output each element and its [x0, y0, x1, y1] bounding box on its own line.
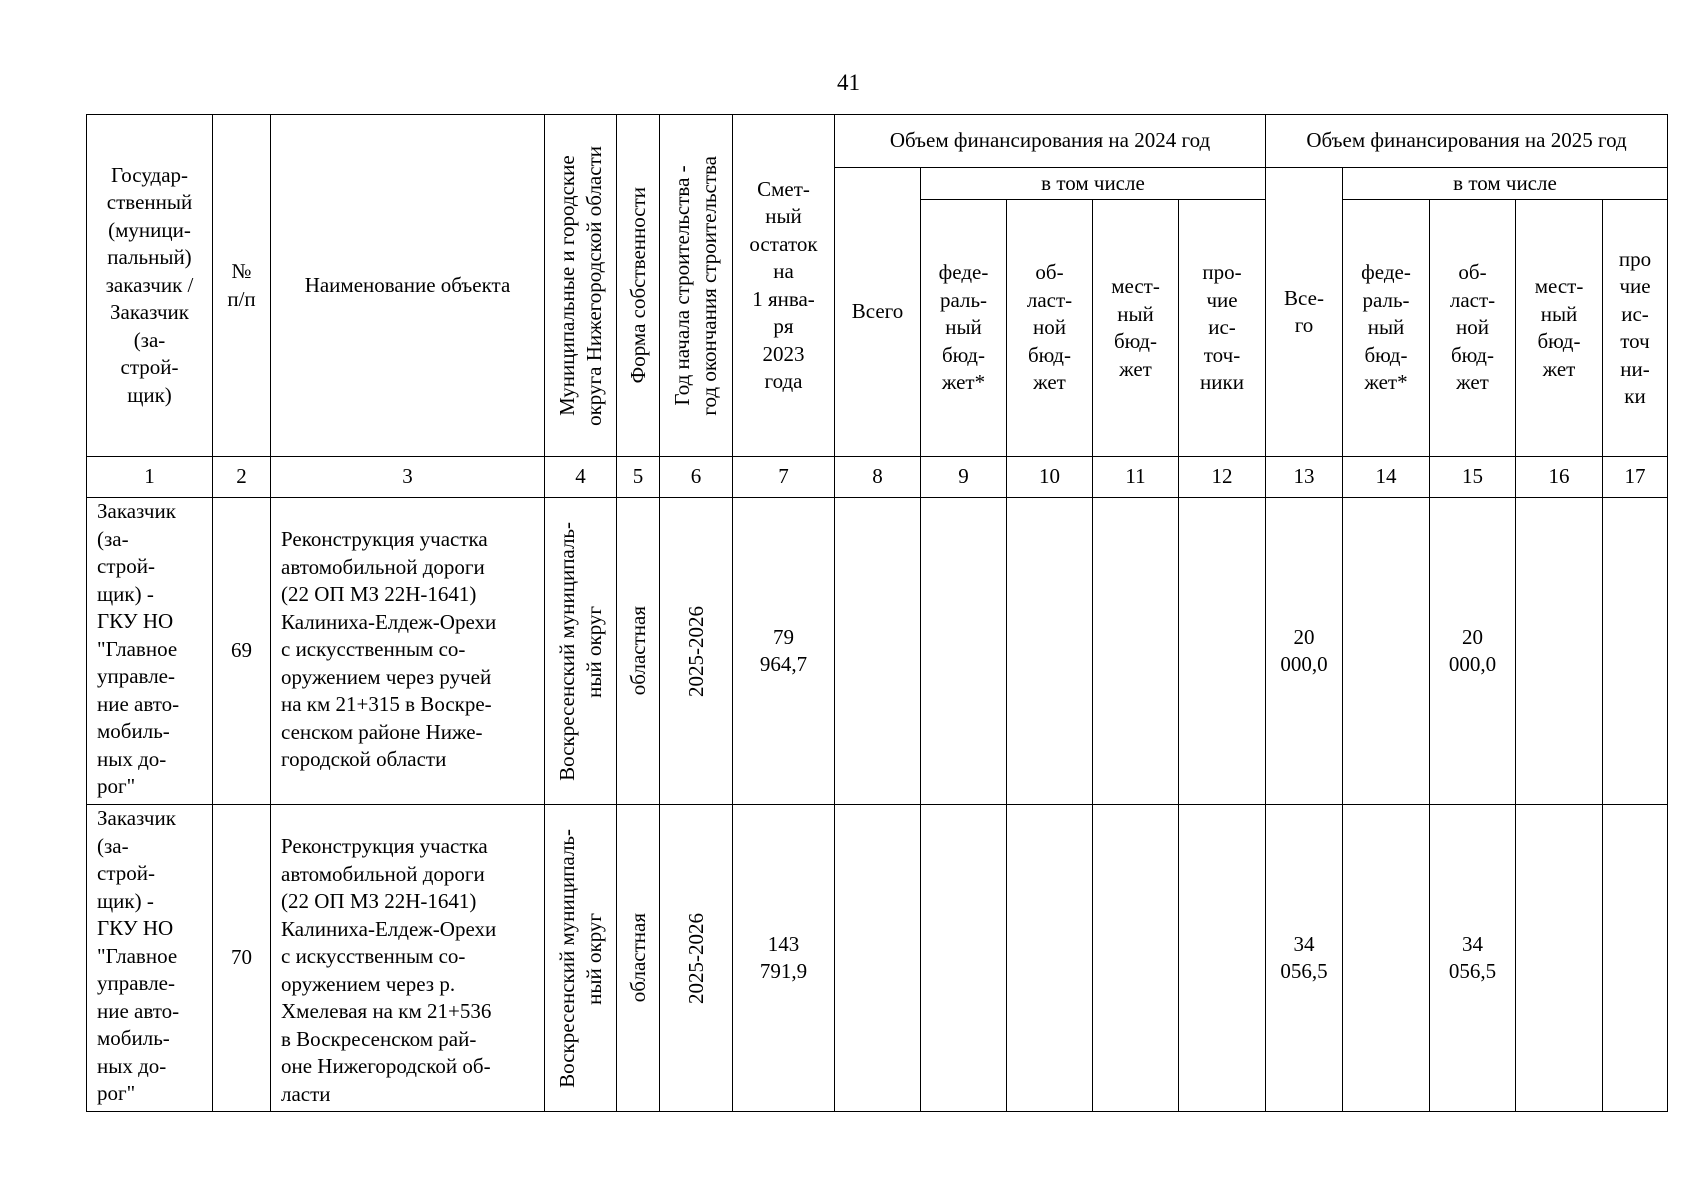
col-number: 5: [617, 457, 660, 498]
other-2024-cell: [1179, 805, 1266, 1112]
col-number: 4: [545, 457, 617, 498]
header-fin-2025: Объем финансирования на 2025 год: [1266, 115, 1668, 168]
header-other-2024: про- чие ис- точ- ники: [1179, 200, 1266, 457]
col-number: 1: [87, 457, 213, 498]
other-2024-cell: [1179, 498, 1266, 805]
header-federal-2024: феде- раль- ный бюд- жет*: [921, 200, 1007, 457]
total-2025-cell: 34 056,5: [1266, 805, 1343, 1112]
col-number: 13: [1266, 457, 1343, 498]
header-local-2025: мест- ный бюд- жет: [1516, 200, 1603, 457]
header-other-2025: про чие ис- точ ни- ки: [1603, 200, 1668, 457]
customer-cell: Заказчик (за- строй- щик) - ГКУ НО "Главное управле- ние авто- мобиль- ных до- рог": [87, 498, 213, 805]
col-number: 17: [1603, 457, 1668, 498]
header-total-2024: Всего: [835, 168, 921, 457]
local-2024-cell: [1093, 498, 1179, 805]
municipality-cell: Воскресенский муниципаль- ный округ: [545, 498, 617, 805]
regional-2025-cell: 34 056,5: [1430, 805, 1516, 1112]
local-2025-cell: [1516, 805, 1603, 1112]
object-cell: Реконструкция участка автомобильной дороги (22 ОП МЗ 22Н-1641) Калиниха-Елдеж-Орехи с искусственным со- оружением через р. Хмелевая на км 21+536 в Воскресенском рай- оне Нижегородской об- ласти: [271, 805, 545, 1112]
regional-2024-cell: [1007, 805, 1093, 1112]
num-cell: 69: [213, 498, 271, 805]
header-including-2024: в том числе: [921, 168, 1266, 200]
header-row-1: [87, 115, 1668, 168]
municipality-cell: Воскресенский муниципаль- ный округ: [545, 805, 617, 1112]
header-object-name: Наименование объекта: [271, 115, 545, 457]
remaining-cell: 79 964,7: [733, 498, 835, 805]
col-number: 6: [660, 457, 733, 498]
local-2024-cell: [1093, 805, 1179, 1112]
regional-2024-cell: [1007, 498, 1093, 805]
years-cell: 2025-2026: [660, 805, 733, 1112]
col-number: 14: [1343, 457, 1430, 498]
federal-2025-cell: [1343, 805, 1430, 1112]
financing-table: [86, 114, 1668, 1112]
header-fin-2024: Объем финансирования на 2024 год: [835, 115, 1266, 168]
col-number: 16: [1516, 457, 1603, 498]
ownership-cell: областная: [617, 498, 660, 805]
table-row: [87, 805, 1668, 1112]
col-number: 12: [1179, 457, 1266, 498]
header-regional-2025: об- ласт- ной бюд- жет: [1430, 200, 1516, 457]
page-number: 41: [837, 70, 860, 95]
header-federal-2025: феде- раль- ный бюд- жет*: [1343, 200, 1430, 457]
header-including-2025: в том числе: [1343, 168, 1668, 200]
other-2025-cell: [1603, 805, 1668, 1112]
column-numbers-row: [87, 457, 1668, 498]
header-total-2025: Все- го: [1266, 168, 1343, 457]
remaining-cell: 143 791,9: [733, 805, 835, 1112]
header-num: № п/п: [213, 115, 271, 457]
col-number: 8: [835, 457, 921, 498]
total-2024-cell: [835, 498, 921, 805]
total-2025-cell: 20 000,0: [1266, 498, 1343, 805]
local-2025-cell: [1516, 498, 1603, 805]
federal-2024-cell: [921, 805, 1007, 1112]
ownership-cell: областная: [617, 805, 660, 1112]
col-number: 2: [213, 457, 271, 498]
header-remaining: Смет- ный остаток на 1 янва- ря 2023 года: [733, 115, 835, 457]
col-number: 10: [1007, 457, 1093, 498]
other-2025-cell: [1603, 498, 1668, 805]
col-number: 15: [1430, 457, 1516, 498]
years-cell: 2025-2026: [660, 498, 733, 805]
col-number: 9: [921, 457, 1007, 498]
num-cell: 70: [213, 805, 271, 1112]
header-regional-2024: об- ласт- ной бюд- жет: [1007, 200, 1093, 457]
header-customer: Государ- ственный (муници- пальный) заказчик / Заказчик (за- строй- щик): [87, 115, 213, 457]
federal-2025-cell: [1343, 498, 1430, 805]
header-years: Год начала строительства - год окончания строительства: [660, 115, 733, 457]
header-ownership: Форма собственности: [617, 115, 660, 457]
object-cell: Реконструкция участка автомобильной дороги (22 ОП МЗ 22Н-1641) Калиниха-Елдеж-Орехи с искусственным со- оружением через ручей на км 21+315 в Воскре- сенском районе Ниже- городской области: [271, 498, 545, 805]
table-row: [87, 498, 1668, 805]
federal-2024-cell: [921, 498, 1007, 805]
col-number: 11: [1093, 457, 1179, 498]
header-local-2024: мест- ный бюд- жет: [1093, 200, 1179, 457]
regional-2025-cell: 20 000,0: [1430, 498, 1516, 805]
customer-cell: Заказчик (за- строй- щик) - ГКУ НО "Главное управле- ние авто- мобиль- ных до- рог": [87, 805, 213, 1112]
total-2024-cell: [835, 805, 921, 1112]
header-municipality: Муниципальные и городские округа Нижегородской области: [545, 115, 617, 457]
col-number: 3: [271, 457, 545, 498]
col-number: 7: [733, 457, 835, 498]
